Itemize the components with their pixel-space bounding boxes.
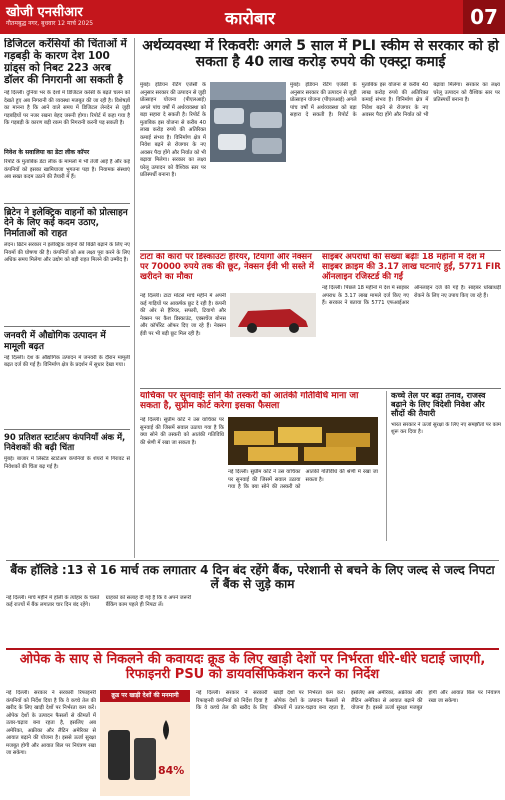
lead-body: मुंबई। इंडियन रेटिंग एजेंसी के अनुसार सरकार की उत्पादन से जुड़ी प्रोत्साहन योजना (पीएलआई) अगले पांच वर्षों में अर्थव्यवस्था को बड़ा सहारा दे सकती है। रिपोर्ट के मुताबिक इस योजना से करीब 40 लाख करोड़ रुपये की अतिरिक्त कमाई संभव है। विनिर्माण क्षेत्र में निवेश बढ़ने से रोजगार के नए अवसर पैदा होंगे और निर्यात को भी बढ़ावा मिलेगा। सरकार का लक्ष्य घरेलू उत्पादन को वैश्विक स्तर पर प्रतिस्पर्धी बनाना है। [140, 82, 206, 179]
cars-body: नई दिल्ली। टाटा मोटर्स मार्च महीने में अपनी कई गाड़ियों पर आकर्षक छूट दे रही है। कंपनी की ओर से हैरियर, सफारी, टियागो और नेक्सन पर कैश डिस्काउंट, एक्सचेंज बोनस और कॉर्पोरेट ऑफर दिए जा रहे हैं। नेक्सन ईवी पर भी बड़ी छूट मिल रही है। [140, 293, 226, 337]
lead-headline: अर्थव्यवस्था में रिकवरीः अगले 5 साल में PLI स्कीम से सरकार को हो सकता है 40 लाख करोड़ रुपये की एक्स्ट्रा कमाई [142, 38, 499, 71]
bank-holiday-headline: बैंक हॉलिडे :13 से 16 मार्च तक लगातार 4 दिन बंद रहेंगे बैंक, परेशानी से बचने के लिए जल्द से जल्द निपटा लें बैंक से जुड़े काम [10, 563, 495, 591]
cars-headline: टाटा की कारों पर डिस्काउंटः हैरियर, टियागो और नेक्सन पर 70000 रुपये तक की छूट, नेक्सन ईवी भी सस्ते में खरीदने का मौका [140, 253, 314, 282]
side-story-headline: कच्चे तेल पर बढ़ा तनाव, राजस्व बढ़ाने के लिए विदेशी निवेश और सौदों की तैयारी [391, 391, 486, 419]
right-column [140, 38, 501, 558]
side-story-body: भारत सरकार ने ऊर्जा सुरक्षा के लिए नए समझौतों पर काम शुरू कर दिया है। [391, 421, 501, 436]
left-story-1-body-2: रिपोर्ट के मुताबिक डेटा लीक के मामलों में भी तेजी आई है और कई कंपनियों को इसका खामियाजा भुगतना पड़ा है। नियामक संस्थाएं अब सख्त कदम उठाने की तैयारी में हैं। [4, 159, 130, 181]
left-story-2-headline: ब्रिटेन ने इलेक्ट्रिक वाहनों को प्रोत्साहन देने के लिए कई कदम उठाए, निर्माताओं को राहत [4, 208, 128, 239]
opec-story [0, 648, 505, 683]
left-story-1-body: नई दिल्ली। दुनिया भर के देशों में डिजिटल करेंसी के बढ़ते चलन को देखते हुए अब निगरानी की व्यवस्था मजबूत की जा रही है। विशेषज्ञों का मानना है कि आने वाले समय में डिजिटल लेनदेन से जुड़ी गड़बड़ियों पर नजर रखना बेहद जरूरी होगा। रिपोर्ट में कहा गया है कि गड़बड़ी के कारण बड़ी रकम की निगरानी करनी पड़ सकती है। [4, 90, 130, 127]
left-story-4-body: मुंबई। बाजार में लिस्टेड स्टार्टअप कंपनियों के शेयरों में गिरावट से निवेशकों की चिंता बढ़ गई है। [4, 456, 130, 470]
divider [6, 648, 499, 650]
brand-name: खोजी एनसीआर [6, 5, 83, 20]
left-column [4, 38, 135, 558]
opec-body: नई दिल्ली। सरकार ने सरकारी रिफाइनरी कंपनियों को निर्देश दिया है कि वे कच्चे तेल की खरीद के लिए खाड़ी देशों पर निर्भरता कम करें। ओपेक देशों के उत्पादन फैसलों से कीमतों में उतार-चढ़ाव बना रहता है, इसलिए अब अमेरिका, अफ्रीका और लैटिन अमेरिका से आयात बढ़ाने की योजना है। इससे ऊर्जा सुरक्षा मजबूत होगी और आयात बिल पर नियंत्रण रखा जा सकेगा। [6, 690, 96, 757]
divider [140, 388, 501, 389]
cyber-story [322, 253, 501, 383]
divider [6, 560, 499, 561]
opec-body-continued: नई दिल्ली। सरकार ने सरकारी रिफाइनरी कंपनियों को निर्देश दिया है कि वे कच्चे तेल की खरीद के लिए खाड़ी देशों पर निर्भरता कम करें। ओपेक देशों के उत्पादन फैसलों से कीमतों में उतार-चढ़ाव बना रहता है, इसलिए अब अमेरिका, अफ्रीका और लैटिन अमेरिका से आयात बढ़ाने की योजना है। इससे ऊर्जा सुरक्षा मजबूत होगी और आयात बिल पर नियंत्रण रखा जा सकेगा। [196, 690, 500, 712]
left-story-3-headline: जनवरी में औद्योगिक उत्पादन में मामूली बढ़त [4, 331, 106, 352]
divider [4, 203, 130, 204]
divider [4, 326, 130, 327]
left-story-4-headline: 90 प्रतिशत स्टार्टअप कंपनियाँ अंक में, निवेशकों की बढ़ी चिंता [4, 432, 126, 453]
court-story [140, 391, 380, 541]
crude-graphic [100, 690, 190, 796]
bank-holiday-story [0, 560, 505, 629]
court-body: नई दिल्ली। सुप्रीम कोर्ट ने उस याचिका पर सुनवाई की जिसमें सवाल उठाया गया है कि क्या सोने की तस्करी को आतंकी गतिविधि की श्रेणी में रखा जा सकता है। [140, 417, 224, 446]
crude-share-percent: 84% [158, 764, 185, 777]
court-headline: याचिका पर सुनवाईः सोने की तस्करी को आतंकी गतिविधि माना जा सकता है, सुप्रीम कोर्ट करेगा इसका फैसला [140, 391, 359, 412]
left-story-1-headline: डिजिटल करेंसियों की चिंताओं में गड़बड़ी के कारण देश 100 ग्रांड्स को निबट 223 अरब डॉलर की निगरानी आ सकती है [4, 38, 127, 87]
crude-graphic-title: क्रूड पर खाड़ी देशों की मनमानी [111, 692, 179, 699]
masthead [0, 0, 505, 34]
issue-date: गौतमबुद्ध नगर, बुधवार 12 मार्च 2025 [6, 20, 94, 27]
opec-headline: ओपेक के साए से निकलने की कवायदः क्रूड के लिए खाड़ी देशों पर निर्भरता धीरे-धीरे घटाई जाएगी, रिफाइनरी PSU को डायवर्सिफिकेशन करने का निर्देश [19, 652, 486, 682]
suv-photo [230, 293, 316, 337]
page-number: 07 [463, 0, 505, 34]
lead-body-continued: मुंबई। इंडियन रेटिंग एजेंसी के अनुसार सरकार की उत्पादन से जुड़ी प्रोत्साहन योजना (पीएलआई) अगले पांच वर्षों में अर्थव्यवस्था को बड़ा सहारा दे सकती है। रिपोर्ट के मुताबिक इस योजना से करीब 40 लाख करोड़ रुपये की अतिरिक्त कमाई संभव है। विनिर्माण क्षेत्र में निवेश बढ़ने से रोजगार के नए अवसर पैदा होंगे और निर्यात को भी बढ़ावा मिलेगा। सरकार का लक्ष्य घरेलू उत्पादन को वैश्विक स्तर पर प्रतिस्पर्धी बनाना है। [290, 82, 500, 119]
divider [140, 250, 501, 251]
cars-story [140, 253, 316, 383]
left-story-1-subhead: निवेश के सवालिया का डेटा लीक कॉपर [4, 149, 90, 157]
car-factory-photo [210, 82, 286, 162]
cyber-headline: साइबर अपराधों की संख्या बढ़ीः 18 महीनों में देश में साइबर क्राइम की 3.17 लाख घटनाएं हुईं, 5771 FIR ऑनलाइन रजिस्टर्ड की गईं [322, 253, 501, 282]
cyber-body: नई दिल्ली। पिछले 18 महीनों में देश में साइबर अपराध के 3.17 लाख मामले दर्ज किए गए हैं। सरकार ने बताया कि 5771 एफआईआर ऑनलाइन दर्ज की गई हैं। साइबर धोखाधड़ी रोकने के लिए नए उपाय किए जा रहे हैं। [322, 285, 501, 307]
bank-holiday-body: नई दिल्ली। मार्च महीने में होली के त्योहार के चलते कई राज्यों में बैंक लगातार चार दिन बंद रहेंगे। ग्राहकों को सलाह दी गई है कि वे अपने जरूरी बैंकिंग काम पहले ही निपटा लें। [6, 594, 192, 609]
side-story [386, 391, 501, 541]
divider [4, 429, 130, 430]
court-body-continued: नई दिल्ली। सुप्रीम कोर्ट ने उस याचिका पर सुनवाई की जिसमें सवाल उठाया गया है कि क्या सोने की तस्करी को आतंकी गतिविधि की श्रेणी में रखा जा सकता है। [228, 469, 378, 491]
left-story-2-body: लंदन। ब्रिटेन सरकार ने इलेक्ट्रिक वाहनों की बिक्री बढ़ाने के लिए नए नियमों की घोषणा की है। कंपनियों को अब लक्ष्य पूरा करने के लिए अधिक समय मिलेगा और उद्योग को बड़ी राहत मिलने की उम्मीद है। [4, 242, 130, 264]
left-story-3-body: नई दिल्ली। देश के औद्योगिक उत्पादन में जनवरी के दौरान मामूली बढ़त दर्ज की गई है। विनिर्माण क्षेत्र के प्रदर्शन में सुधार देखा गया। [4, 354, 130, 369]
section-title: कारोबार [225, 9, 275, 29]
gold-bars-photo [228, 417, 378, 465]
